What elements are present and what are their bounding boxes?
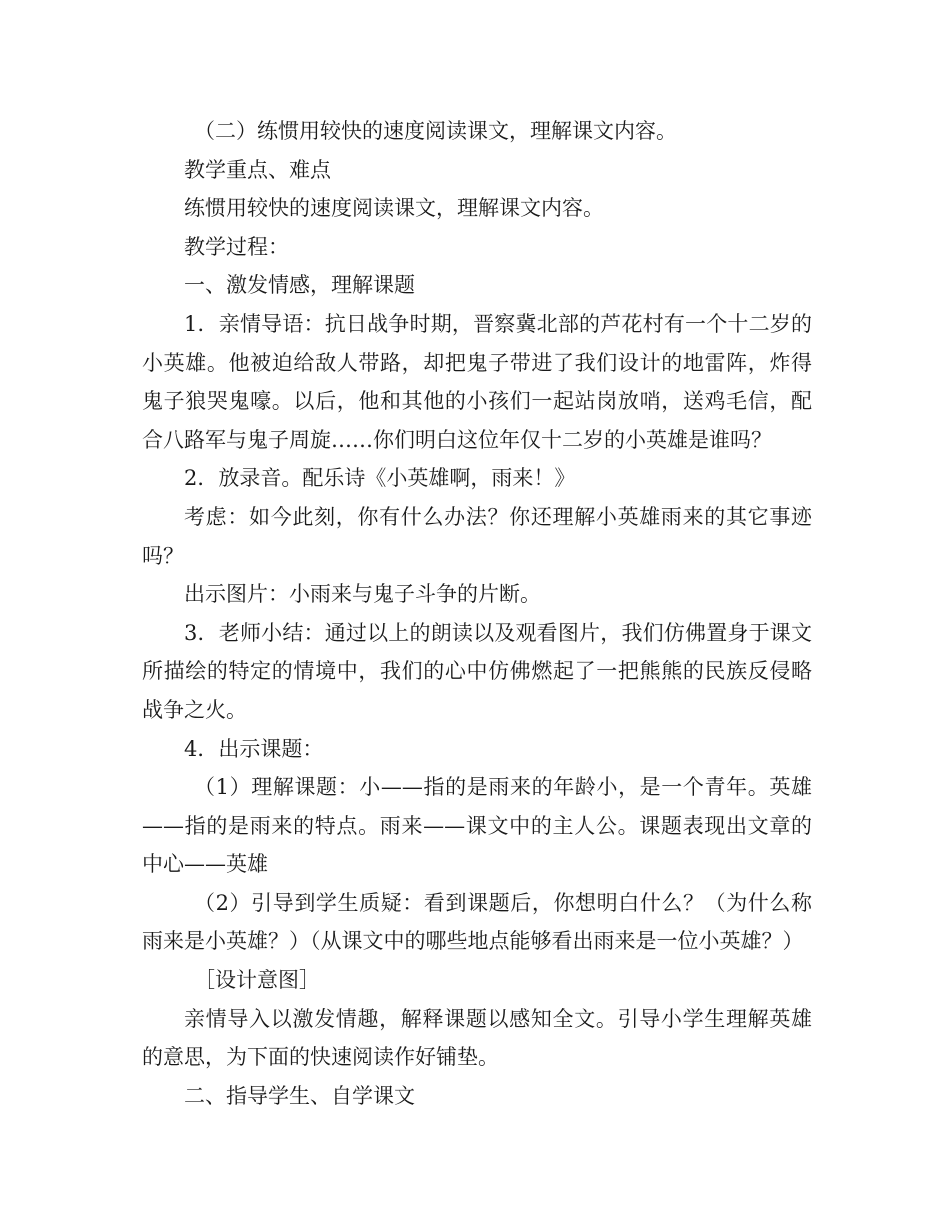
- step-one-paragraph: 1．亲情导语：抗日战争时期，晋察冀北部的芦花村有一个十二岁的小英雄。他被迫给敌人带路，却把鬼子带进了我们设计的地雷阵，炸得鬼子狼哭鬼嚎。以后，他和其他的小孩们一起站岗放哨，送鸡毛信，配合八路军与鬼子周旋……你们明白这位年仅十二岁的小英雄是谁吗？: [142, 311, 812, 452]
- reflection-paragraph: 考虑：如今此刻，你有什么办法？你还理解小英雄雨来的其它事迹吗？: [142, 504, 812, 568]
- section-heading-key-points: 教学重点、难点: [184, 157, 331, 182]
- section-heading-part-two: 二、指导学生、自学课文: [184, 1083, 415, 1108]
- step-two-paragraph: 2．放录音。配乐诗《小英雄啊，雨来！》: [184, 466, 576, 491]
- sub-step-one-paragraph: （1）理解课题：小——指的是雨来的年龄小，是一个青年。英雄——指的是雨来的特点。雨来——课文中的主人公。课题表现出文章的中心——英雄: [142, 775, 812, 877]
- document-body: [142, 112, 812, 1115]
- sub-step-two-paragraph: （2）引导到学生质疑：看到课题后，你想明白什么？（为什么称雨来是小英雄？）（从课文中的哪些地点能够看出雨来是一位小英雄？）: [142, 890, 812, 954]
- section-heading-process: 教学过程：: [184, 234, 289, 259]
- design-intent-heading: ［设计意图］: [194, 968, 320, 993]
- design-intent-paragraph: 亲情导入以激发情趣，解释课题以感知全文。引导小学生理解英雄的意思，为下面的快速阅读作好铺垫。: [142, 1006, 812, 1070]
- section-heading-part-one: 一、激发情感，理解课题: [184, 273, 415, 298]
- picture-paragraph: 出示图片：小雨来与鬼子斗争的片断。: [184, 582, 541, 607]
- objective-paragraph: （二）练惯用较快的速度阅读课文，理解课文内容。: [194, 119, 677, 143]
- key-points-paragraph: 练惯用较快的速度阅读课文，理解课文内容。: [184, 196, 604, 221]
- step-three-paragraph: 3．老师小结：通过以上的朗读以及观看图片，我们仿佛置身于课文所描绘的特定的情境中，我们的心中仿佛燃起了一把熊熊的民族反侵略战争之火。: [142, 620, 812, 722]
- step-four-paragraph: 4．出示课题：: [184, 736, 324, 761]
